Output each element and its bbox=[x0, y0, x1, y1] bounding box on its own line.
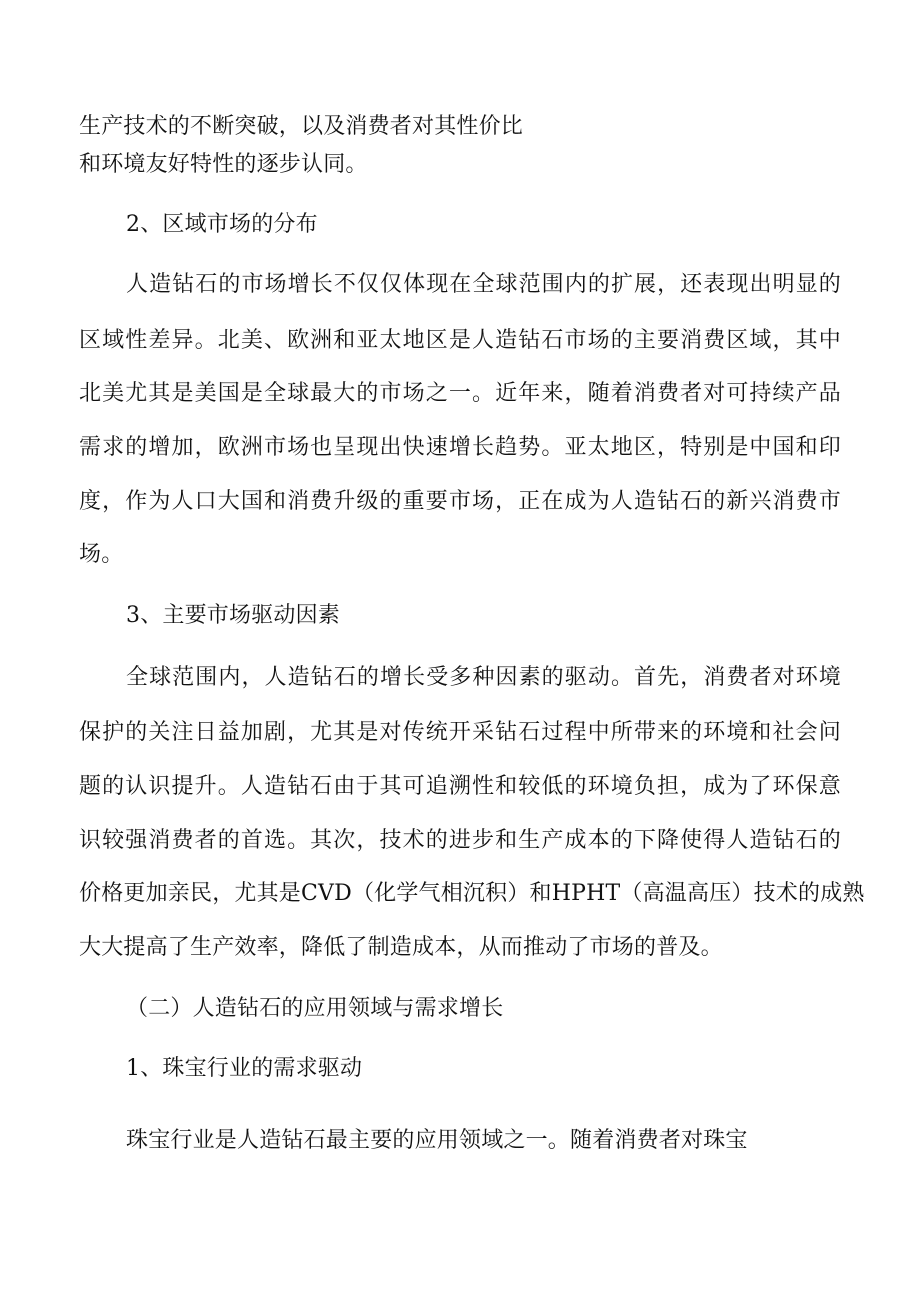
paragraph-line: 需求的增加，欧洲市场也呈现出快速增长趋势。亚太地区，特别是中国和印 bbox=[79, 435, 841, 460]
paragraph-line: 北美尤其是美国是全球最大的市场之一。近年来，随着消费者对可持续产品 bbox=[79, 381, 841, 406]
paragraph-line: 识较强消费者的首选。其次，技术的进步和生产成本的下降使得人造钻石的 bbox=[79, 828, 841, 853]
section-heading: 3、主要市场驱动因素 bbox=[126, 603, 340, 628]
paragraph-line: 全球范围内，人造钻石的增长受多种因素的驱动。首先，消费者对环境 bbox=[126, 665, 841, 690]
paragraph-line: 生产技术的不断突破，以及消费者对其性价比 bbox=[79, 114, 524, 139]
subsection-heading: （二）人造钻石的应用领域与需求增长 bbox=[126, 996, 504, 1021]
section-heading: 1、珠宝行业的需求驱动 bbox=[126, 1056, 363, 1081]
paragraph-line: 度，作为人口大国和消费升级的重要市场，正在成为人造钻石的新兴消费市 bbox=[79, 489, 841, 514]
section-heading: 2、区域市场的分布 bbox=[126, 212, 318, 237]
paragraph-line: 人造钻石的市场增长不仅仅体现在全球范围内的扩展，还表现出明显的 bbox=[126, 272, 841, 297]
paragraph-line: 和环境友好特性的逐步认同。 bbox=[79, 152, 368, 177]
paragraph-line: 题的认识提升。人造钻石由于其可追溯性和较低的环境负担，成为了环保意 bbox=[79, 774, 841, 799]
paragraph-line: 价格更加亲民，尤其是CVD（化学气相沉积）和HPHT（高温高压）技术的成熟 bbox=[79, 881, 865, 906]
paragraph-line: 区域性差异。北美、欧洲和亚太地区是人造钻石市场的主要消费区域，其中 bbox=[79, 328, 841, 353]
paragraph-line: 保护的关注日益加剧，尤其是对传统开采钻石过程中所带来的环境和社会问 bbox=[79, 720, 841, 745]
paragraph-line: 场。 bbox=[79, 542, 124, 567]
paragraph-line: 珠宝行业是人造钻石最主要的应用领域之一。随着消费者对珠宝 bbox=[126, 1128, 748, 1153]
paragraph-line: 大大提高了生产效率，降低了制造成本，从而推动了市场的普及。 bbox=[79, 935, 723, 960]
